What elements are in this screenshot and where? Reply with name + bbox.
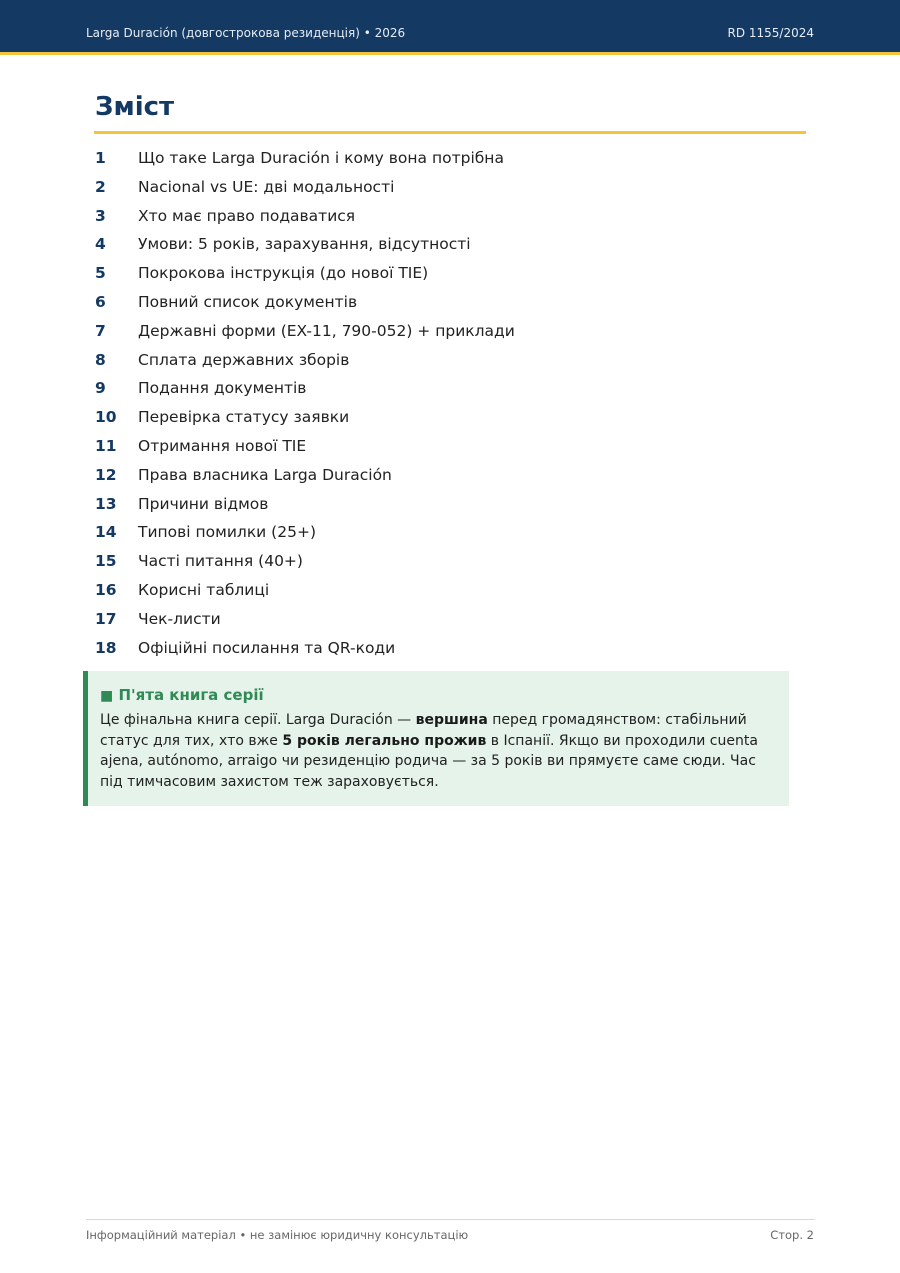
toc-item[interactable] — [95, 346, 795, 375]
toc-item-title: Права власника Larga Duración — [138, 465, 392, 484]
callout-heading — [100, 685, 264, 706]
toc-item[interactable] — [95, 374, 795, 403]
toc-item-title: Що таке Larga Duración і кому вона потрібна — [138, 149, 504, 167]
toc-item-number: 10 — [95, 408, 117, 427]
toc-item[interactable] — [95, 576, 795, 605]
toc-item[interactable] — [95, 518, 795, 547]
callout-emphasis: вершина — [415, 712, 488, 728]
toc-item-number: 13 — [95, 494, 117, 513]
footer-divider — [86, 1219, 815, 1220]
toc-item[interactable] — [95, 547, 795, 576]
toc-item[interactable] — [95, 605, 795, 634]
toc-item-number: 5 — [95, 264, 106, 283]
toc-item-title: Nacional vs UE: дві модальності — [138, 177, 395, 196]
toc-item-number: 15 — [95, 552, 117, 571]
toc-item-title: Хто має право подаватися — [138, 206, 356, 225]
toc-item-number: 17 — [95, 609, 117, 628]
toc-item[interactable] — [95, 144, 795, 173]
toc-item-number: 12 — [95, 465, 117, 484]
toc-item-number: 1 — [95, 149, 106, 167]
toc-item[interactable] — [95, 173, 795, 202]
toc-item[interactable] — [95, 634, 795, 663]
toc-item-title: Повний список документів — [138, 292, 358, 311]
toc-item-title: Корисні таблиці — [138, 580, 270, 599]
callout-text: Це фінальна книга серії. Larga Duración — — [100, 712, 416, 728]
toc-item-number: 2 — [95, 177, 106, 196]
footer-disclaimer: Інформаційний матеріал • не замінює юридичну консультацію — [86, 1228, 469, 1242]
toc-item-number: 11 — [95, 436, 117, 455]
page-title: Зміст — [95, 92, 175, 122]
toc-item[interactable] — [95, 403, 795, 432]
toc-item-number: 14 — [95, 523, 117, 542]
callout-title: П'ята книга серії — [118, 686, 264, 704]
toc-item[interactable] — [95, 461, 795, 490]
toc-item-title: Умови: 5 років, зарахування, відсутності — [138, 235, 471, 254]
toc-item-number: 7 — [95, 321, 106, 340]
callout-text: перед громадянством: стабільний статус для тих, хто вже — [100, 712, 747, 749]
toc-item-title: Державні форми (EX-11, 790-052) + приклади — [138, 321, 515, 340]
info-callout — [83, 671, 789, 806]
toc-item[interactable] — [95, 230, 795, 259]
toc-item-title: Офіційні посилання та QR-коди — [138, 638, 396, 657]
callout-text: в Іспанії. Якщо ви проходили cuenta ajena, autónomo, arraigo чи резиденцію родича — за 5 років ви прямуєте саме сюди. Час під тимчасовим захистом теж зараховується. — [100, 732, 758, 790]
header-document-title: Larga Duración (довгострокова резиденція) • 2026 — [86, 26, 406, 40]
toc-item-number: 18 — [95, 638, 117, 657]
toc-item[interactable] — [95, 490, 795, 519]
page-number: Стор. 2 — [770, 1228, 814, 1242]
square-icon: ■ — [100, 688, 114, 704]
toc-item-number: 4 — [95, 235, 106, 254]
toc-item-title: Подання документів — [138, 379, 307, 398]
toc-item-number: 6 — [95, 292, 106, 311]
toc-item[interactable] — [95, 202, 795, 231]
toc-item-number: 16 — [95, 580, 117, 599]
toc-item[interactable] — [95, 259, 795, 288]
toc-item-title: Отримання нової TIE — [138, 436, 307, 455]
header-decree-ref: RD 1155/2024 — [727, 26, 814, 40]
toc-item-title: Сплата державних зборів — [138, 350, 350, 369]
toc-item[interactable] — [95, 317, 795, 346]
toc-item-number: 8 — [95, 350, 106, 369]
callout-body — [100, 710, 780, 792]
toc-item[interactable] — [95, 432, 795, 461]
callout-emphasis: 5 років легально прожив — [282, 732, 487, 749]
toc-item-title: Перевірка статусу заявки — [138, 408, 350, 427]
toc-item-title: Чек-листи — [138, 609, 221, 628]
toc-item-number: 3 — [95, 206, 106, 225]
toc-item-title: Типові помилки (25+) — [138, 523, 316, 542]
toc-item-title: Причини відмов — [138, 494, 269, 513]
table-of-contents — [95, 144, 795, 662]
toc-item-title: Покрокова інструкція (до нової TIE) — [138, 264, 429, 283]
toc-item-number: 9 — [95, 379, 106, 398]
toc-item[interactable] — [95, 288, 795, 317]
toc-item-title: Часті питання (40+) — [138, 552, 303, 571]
title-underline — [94, 131, 806, 134]
page-header — [0, 0, 900, 55]
